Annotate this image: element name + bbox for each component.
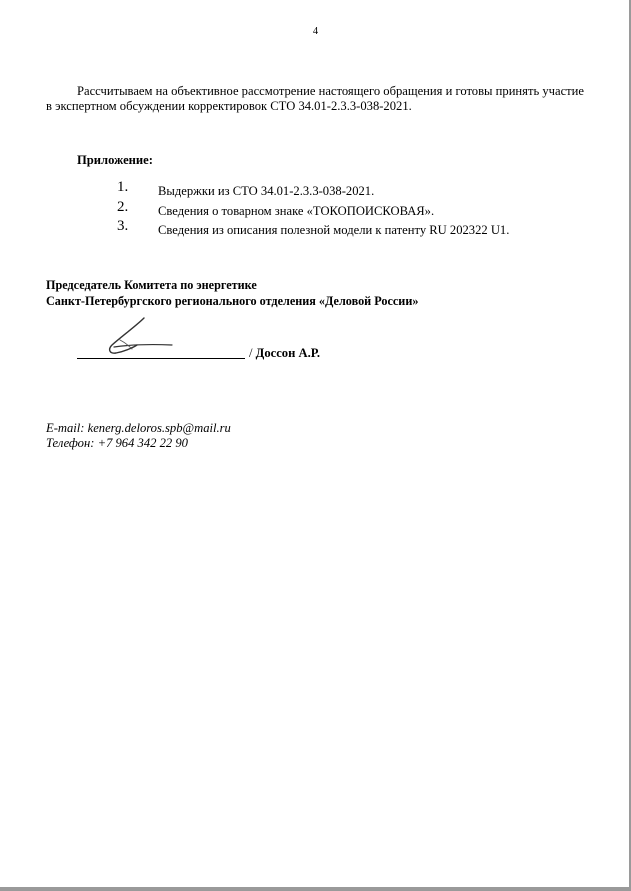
appendix-list-item-1 — [0, 179, 631, 198]
signatory-name: Доссон А.Р. — [255, 346, 321, 360]
list-item-number: 1. — [117, 179, 129, 195]
signatory-title-line-2: Санкт-Петербургского регионального отделения «Деловой России» — [46, 294, 419, 308]
contact-phone: Телефон: +7 964 342 22 90 — [46, 436, 188, 450]
body-paragraph-line-2: в экспертном обсуждении корректировок СТО 34.01-2.3.3-038-2021. — [46, 99, 412, 113]
signatory-title-line-1: Председатель Комитета по энергетике — [46, 278, 257, 292]
page-number: 4 — [312, 26, 319, 37]
appendix-list-item-3 — [0, 218, 631, 237]
handwritten-signature — [100, 314, 180, 358]
list-item-number: 2. — [117, 199, 129, 215]
list-item-text: Сведения о товарном знаке «ТОКОПОИСКОВАЯ». — [158, 204, 435, 218]
list-item-number: 3. — [117, 218, 129, 234]
body-paragraph-line-1: Рассчитываем на объективное рассмотрение настоящего обращения и готовы принять участие — [77, 84, 585, 98]
list-item-text: Выдержки из СТО 34.01-2.3.3-038-2021. — [158, 184, 375, 198]
appendix-list-item-2 — [0, 199, 631, 218]
signatory-name-line — [249, 346, 320, 361]
signature-line — [77, 358, 245, 359]
contact-email: E-mail: kenerg.deloros.spb@mail.ru — [46, 421, 231, 435]
name-separator: / — [249, 346, 256, 360]
appendix-title: Приложение: — [77, 153, 153, 167]
list-item-text: Сведения из описания полезной модели к патенту RU 202322 U1. — [158, 223, 510, 237]
